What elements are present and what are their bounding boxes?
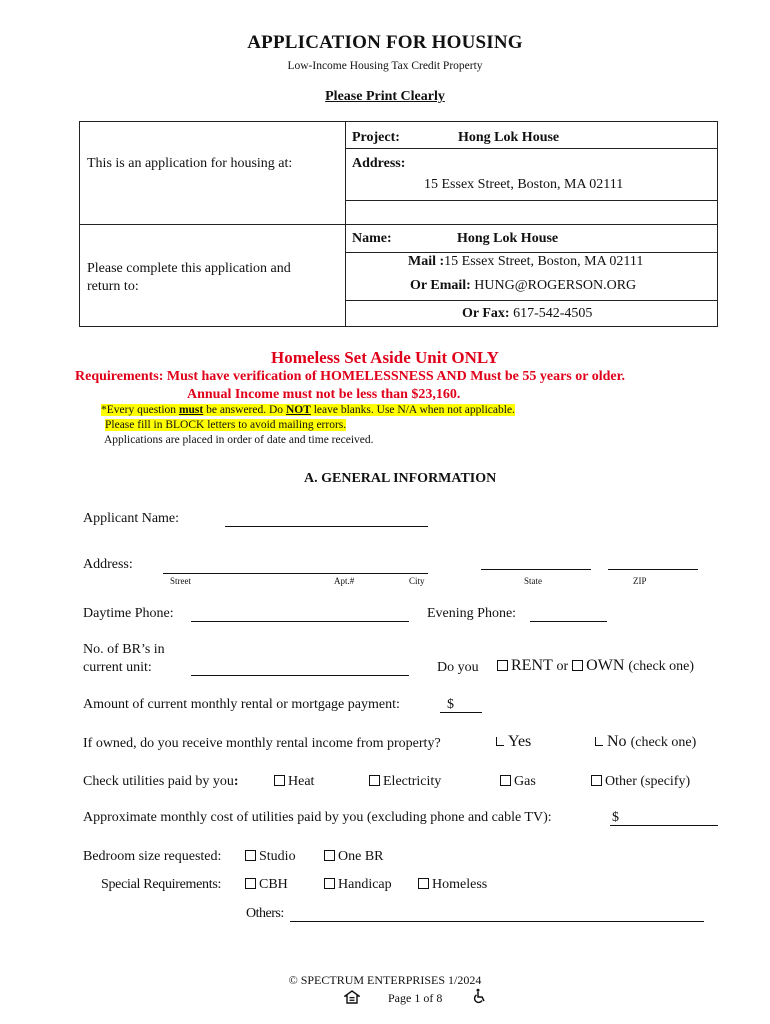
table-rule bbox=[79, 224, 718, 225]
state-caption: State bbox=[524, 576, 542, 586]
table-left-top: This is an application for housing at: bbox=[87, 156, 293, 171]
cbh-option[interactable] bbox=[245, 877, 288, 893]
rent-own-options bbox=[497, 657, 694, 675]
electricity-checkbox[interactable] bbox=[369, 775, 380, 786]
equal-housing-icon bbox=[344, 990, 360, 1009]
email-line bbox=[410, 278, 636, 294]
monthly-payment-field[interactable] bbox=[440, 712, 482, 713]
fax-value: 617-542-4505 bbox=[513, 306, 593, 321]
mail-value: 15 Essex Street, Boston, MA 02111 bbox=[444, 254, 644, 269]
heat-label: Heat bbox=[288, 774, 315, 789]
project-value: Hong Lok House bbox=[458, 130, 560, 145]
page-title: APPLICATION FOR HOUSING bbox=[247, 32, 523, 53]
instruction-text: *Every question bbox=[101, 404, 179, 416]
applicant-name-label: Applicant Name: bbox=[83, 511, 180, 526]
or-label: or bbox=[556, 659, 569, 674]
income-text: Annual Income must not be less than $23,160. bbox=[187, 387, 461, 402]
no-checkbox[interactable] bbox=[595, 737, 603, 746]
address-value: 15 Essex Street, Boston, MA 02111 bbox=[424, 177, 624, 192]
instruction-text: leave blanks. Use N/A when not applicable. bbox=[310, 404, 515, 416]
project-label: Project: bbox=[352, 130, 400, 145]
payment-dollar: $ bbox=[447, 697, 454, 712]
not-emphasis: NOT bbox=[285, 404, 311, 416]
daytime-phone-label: Daytime Phone: bbox=[83, 606, 174, 621]
fax-line bbox=[462, 306, 592, 322]
instruction-text: be answered. Do bbox=[203, 404, 286, 416]
bedroom-size-label: Bedroom size requested: bbox=[83, 849, 222, 864]
street-caption: Street bbox=[170, 576, 191, 586]
heat-checkbox[interactable] bbox=[274, 775, 285, 786]
others-field[interactable] bbox=[290, 921, 704, 922]
monthly-payment-label: Amount of current monthly rental or mortgage payment: bbox=[83, 697, 400, 712]
yes-option[interactable] bbox=[496, 733, 531, 751]
page-number: Page 1 of 8 bbox=[388, 991, 443, 1005]
rent-checkbox[interactable] bbox=[497, 660, 508, 671]
apt-caption: Apt.# bbox=[334, 576, 355, 586]
table-rule bbox=[345, 252, 718, 253]
check-one-note: (check one) bbox=[630, 735, 697, 750]
instruction-block-letters bbox=[105, 419, 346, 431]
cbh-label: CBH bbox=[259, 877, 288, 892]
handicap-checkbox[interactable] bbox=[324, 878, 335, 889]
table-rule bbox=[345, 300, 718, 301]
one-br-option[interactable] bbox=[324, 849, 384, 865]
section-a-heading: A. GENERAL INFORMATION bbox=[304, 471, 497, 486]
homeless-label: Homeless bbox=[432, 877, 488, 892]
gas-checkbox[interactable] bbox=[500, 775, 511, 786]
table-rule bbox=[345, 148, 718, 149]
mail-label: Mail : bbox=[408, 254, 445, 269]
no-br-field[interactable] bbox=[191, 675, 409, 676]
email-value: HUNG@ROGERSON.ORG bbox=[474, 278, 637, 293]
others-label: Others: bbox=[246, 906, 284, 921]
utility-cost-dollar: $ bbox=[612, 810, 619, 825]
homeless-heading: Homeless Set Aside Unit ONLY bbox=[271, 348, 499, 367]
electricity-option[interactable] bbox=[369, 774, 441, 790]
must-emphasis: must bbox=[178, 404, 204, 416]
evening-phone-label: Evening Phone: bbox=[427, 606, 517, 621]
rent-label: RENT bbox=[511, 657, 553, 674]
handicap-option[interactable] bbox=[324, 877, 392, 893]
cbh-checkbox[interactable] bbox=[245, 878, 256, 889]
other-label: Other (specify) bbox=[605, 774, 691, 789]
electricity-label: Electricity bbox=[383, 774, 442, 789]
own-label: OWN bbox=[586, 657, 625, 674]
applicant-name-field[interactable] bbox=[225, 526, 428, 527]
email-label: Or Email: bbox=[410, 278, 471, 293]
utilities-colon: : bbox=[233, 774, 239, 789]
city-caption: City bbox=[409, 576, 425, 586]
special-requirements-label: Special Requirements: bbox=[101, 877, 222, 892]
heat-option[interactable] bbox=[274, 774, 314, 790]
owned-income-question: If owned, do you receive monthly rental income from property? bbox=[83, 736, 441, 751]
no-label: No bbox=[607, 733, 627, 750]
other-option[interactable] bbox=[591, 774, 690, 790]
instruction-text: Please fill in BLOCK letters to avoid mailing errors. bbox=[105, 419, 347, 431]
yes-checkbox[interactable] bbox=[496, 737, 504, 746]
address-zip-field[interactable] bbox=[608, 569, 698, 570]
homeless-option[interactable] bbox=[418, 877, 487, 893]
table-rule bbox=[345, 200, 718, 201]
no-br-label-1: No. of BR’s in bbox=[83, 642, 165, 657]
address-state-field[interactable] bbox=[481, 569, 591, 570]
daytime-phone-field[interactable] bbox=[191, 621, 409, 622]
instruction-order: Applications are placed in order of date and time received. bbox=[104, 434, 374, 446]
name-label: Name: bbox=[352, 231, 392, 246]
studio-label: Studio bbox=[259, 849, 296, 864]
mail-line bbox=[408, 254, 643, 270]
gas-label: Gas bbox=[514, 774, 536, 789]
instruction-every-question bbox=[101, 404, 515, 416]
one-br-label: One BR bbox=[338, 849, 384, 864]
table-left-bottom: Please complete this application and return to: bbox=[87, 261, 291, 294]
wheelchair-icon bbox=[472, 988, 488, 1009]
page-subtitle: Low-Income Housing Tax Credit Property bbox=[287, 60, 483, 72]
evening-phone-field[interactable] bbox=[530, 621, 607, 622]
address-street-field[interactable] bbox=[163, 573, 428, 574]
address-field-label: Address: bbox=[83, 557, 133, 572]
own-checkbox[interactable] bbox=[572, 660, 583, 671]
print-clearly-note: Please Print Clearly bbox=[325, 89, 445, 104]
one-br-checkbox[interactable] bbox=[324, 850, 335, 861]
check-one-note: (check one) bbox=[628, 659, 695, 674]
utility-cost-field[interactable] bbox=[610, 825, 718, 826]
studio-checkbox[interactable] bbox=[245, 850, 256, 861]
address-label: Address: bbox=[352, 156, 406, 171]
no-br-label-2: current unit: bbox=[83, 660, 152, 675]
utilities-label bbox=[83, 774, 239, 790]
yes-label: Yes bbox=[508, 733, 532, 750]
utilities-text: Check utilities paid by you bbox=[83, 774, 234, 789]
copyright: © SPECTRUM ENTERPRISES 1/2024 bbox=[288, 973, 482, 987]
do-you-label: Do you bbox=[437, 660, 479, 675]
other-checkbox[interactable] bbox=[591, 775, 602, 786]
zip-caption: ZIP bbox=[633, 576, 647, 586]
requirements-text: Requirements: Must have verification of HOMELESSNESS AND Must be 55 years or older. bbox=[75, 369, 626, 384]
handicap-label: Handicap bbox=[338, 877, 392, 892]
studio-option[interactable] bbox=[245, 849, 296, 865]
fax-label: Or Fax: bbox=[462, 306, 510, 321]
gas-option[interactable] bbox=[500, 774, 536, 790]
homeless-checkbox[interactable] bbox=[418, 878, 429, 889]
name-value: Hong Lok House bbox=[457, 231, 559, 246]
utility-cost-label: Approximate monthly cost of utilities paid by you (excluding phone and cable TV): bbox=[83, 810, 552, 825]
no-option[interactable] bbox=[595, 733, 696, 751]
